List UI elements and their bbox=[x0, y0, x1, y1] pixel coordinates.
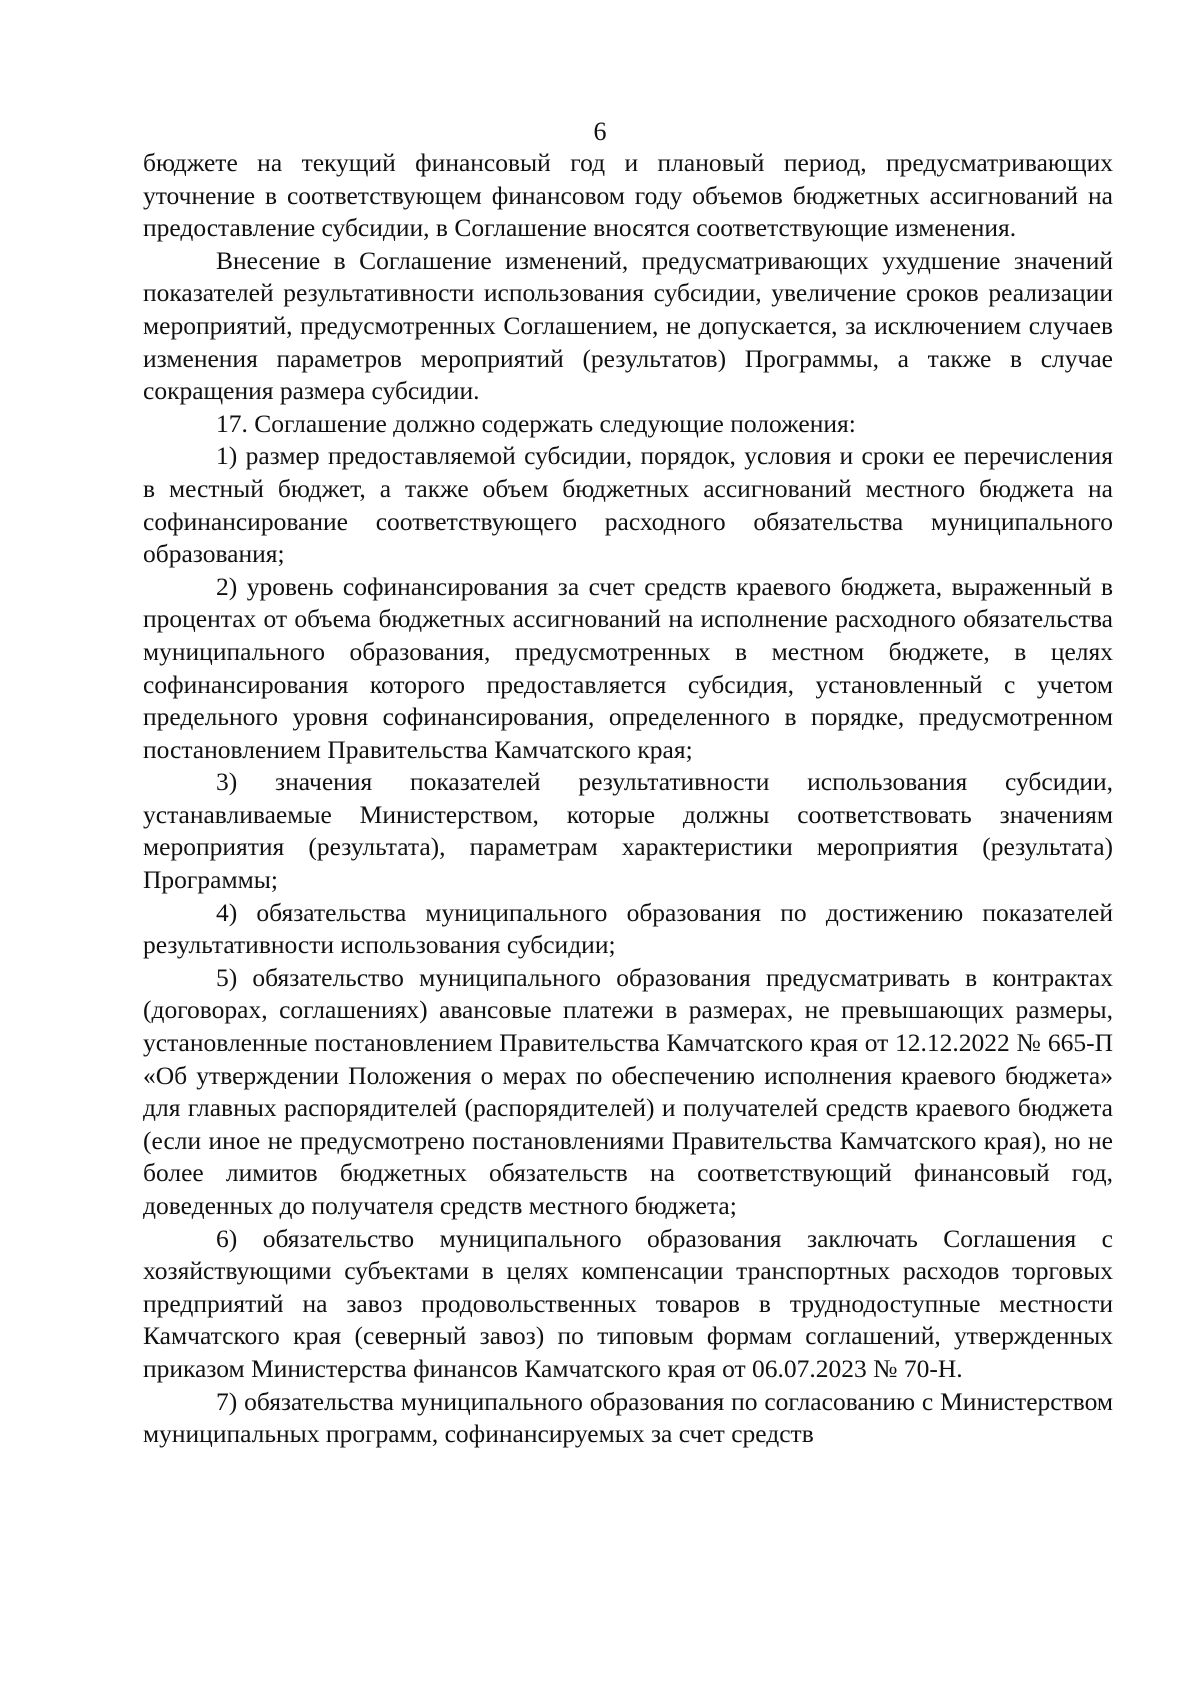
list-item-6: 6) обязательство муниципального образования заключать Соглашения с хозяйствующими субъектами в целях компенсации транспортных расходов торговых предприятий на завоз продовольственных товаров в труднодоступные местности Камчатского края (северный завоз) по типовым формам соглашений, утвержденных приказом Министерства финансов Камчатского края от 06.07.2023 № 70-Н. bbox=[143, 1223, 1113, 1383]
list-item-7: 7) обязательства муниципального образования по согласованию с Министерством муниципальных программ, софинансируемых за счет средств bbox=[143, 1386, 1113, 1449]
list-item-2: 2) уровень софинансирования за счет средств краевого бюджета, выраженный в процентах от объема бюджетных ассигнований на исполнение расходного обязательства муниципального образования, предусмотренных в местном бюджете, в целях софинансирования которого предоставляется субсидия, установленный с учетом предельного уровня софинансирования, определенного в порядке, предусмотренном постановлением Правительства Камчатского края; bbox=[143, 571, 1113, 764]
paragraph-item-17: 17. Соглашение должно содержать следующие положения: bbox=[216, 408, 856, 438]
page-number: 6 bbox=[593, 117, 607, 146]
list-item-3: 3) значения показателей результативности использования субсидии, устанавливаемые Министерством, которые должны соответствовать значениям мероприятия (результата), параметрам характеристики мероприятия (результата) Программы; bbox=[143, 767, 1113, 895]
list-item-1: 1) размер предоставляемой субсидии, порядок, условия и сроки ее перечисления в местный бюджет, а также объем бюджетных ассигнований местного бюджета на софинансирование соответствующего расходного обязательства муниципального образования; bbox=[143, 441, 1113, 569]
document-body bbox=[143, 147, 1113, 1451]
paragraph-continuation: бюджете на текущий финансовый год и плановый период, предусматривающих уточнение в соответствующем финансовом году объемов бюджетных ассигнований на предоставление субсидии, в Соглашение вносятся соответствующие изменения. bbox=[143, 148, 1113, 243]
list-item-4: 4) обязательства муниципального образования по достижению показателей результативности использования субсидии; bbox=[143, 897, 1113, 960]
list-item-5: 5) обязательство муниципального образования предусматривать в контрактах (договорах, соглашениях) авансовые платежи в размерах, не превышающих размеры, установленные постановлением Правительства Камчатского края от 12.12.2022 № 665-П «Об утверждении Положения о мерах по обеспечению исполнения краевого бюджета» для главных распорядителей (распорядителей) и получателей средств краевого бюджета (если иное не предусмотрено постановлениями Правительства Камчатского края), но не более лимитов бюджетных обязательств на соответствующий финансовый год, доведенных до получателя средств местного бюджета; bbox=[143, 962, 1113, 1220]
paragraph-amendments: Внесение в Соглашение изменений, предусматривающих ухудшение значений показателей результативности использования субсидии, увеличение сроков реализации мероприятий, предусмотренных Соглашением, не допускается, за исключением случаев изменения параметров мероприятий (результатов) Программы, а также в случае сокращения размера субсидии. bbox=[143, 245, 1113, 406]
